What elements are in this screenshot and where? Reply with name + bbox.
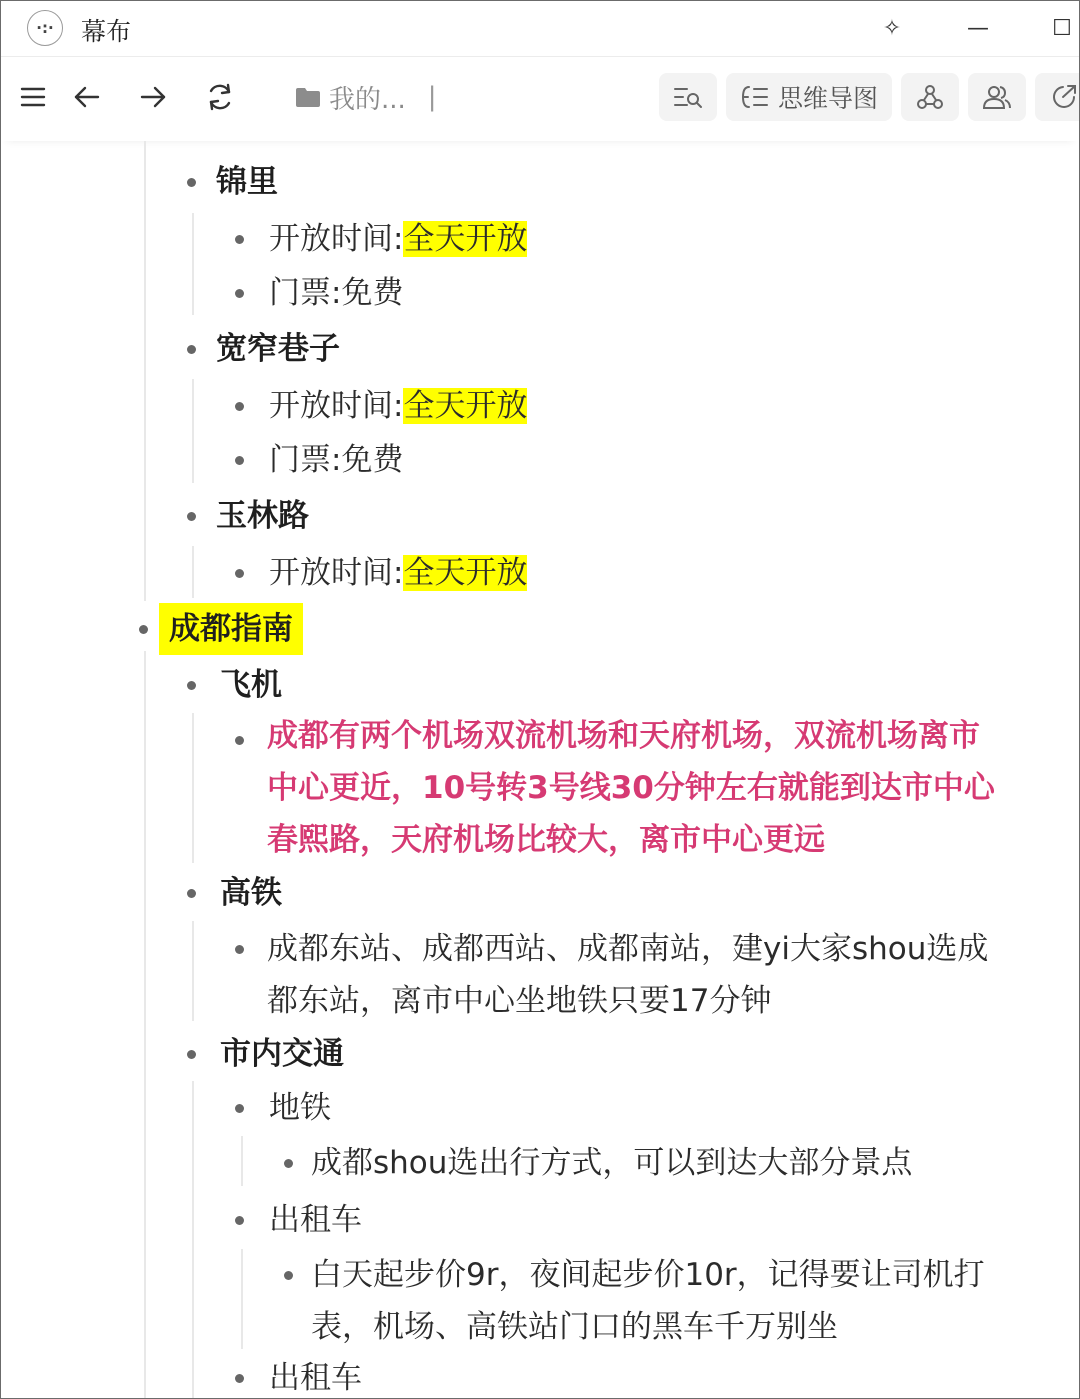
search-outline-button[interactable] <box>659 73 717 121</box>
pin-icon[interactable]: ✧ <box>882 15 902 41</box>
bullet[interactable] <box>235 1216 244 1225</box>
breadcrumb-label: 我的... <box>329 84 406 115</box>
bullet[interactable] <box>187 1050 196 1059</box>
mindmap-button[interactable] <box>726 73 892 121</box>
toolbar <box>1 56 1079 141</box>
app-logo-icon: ·:· <box>27 10 63 46</box>
node-kuanzhai[interactable]: 宽窄巷子 <box>216 331 340 367</box>
mindmap-icon <box>740 84 770 110</box>
menu-icon[interactable] <box>11 75 55 119</box>
bullet[interactable] <box>139 625 148 634</box>
bullet[interactable] <box>235 736 244 745</box>
node-jinli[interactable]: 锦里 <box>216 164 278 200</box>
guide-line <box>241 1136 243 1186</box>
open-label: 开放时间: <box>269 555 404 591</box>
maximize-button[interactable]: ☐ <box>1052 15 1072 41</box>
bullet[interactable] <box>235 235 244 244</box>
export-button[interactable] <box>1035 73 1080 121</box>
users-icon <box>981 83 1013 111</box>
node-jinli-open[interactable] <box>269 213 527 265</box>
breadcrumb-separator: | <box>427 82 437 112</box>
bullet[interactable] <box>187 681 196 690</box>
node-rail[interactable]: 高铁 <box>220 875 282 911</box>
guide-line <box>192 713 194 863</box>
guide-line <box>192 379 194 483</box>
node-plane[interactable]: 飞机 <box>220 667 282 703</box>
node-taxi-line-1[interactable]: 白天起步价9r，夜间起步价10r，记得要让司机打 <box>311 1257 985 1293</box>
forward-arrow-icon[interactable] <box>131 75 175 119</box>
node-kuanzhai-open[interactable] <box>269 380 527 432</box>
share-nodes-button[interactable] <box>901 73 959 121</box>
open-value: 全天开放 <box>403 388 528 424</box>
node-rail-line-2[interactable]: 都东站，离市中心坐地铁只要17分钟 <box>267 983 772 1019</box>
bullet[interactable] <box>235 289 244 298</box>
bullet[interactable] <box>284 1271 293 1280</box>
breadcrumb[interactable] <box>295 77 437 117</box>
bullet[interactable] <box>235 402 244 411</box>
bullet[interactable] <box>235 1374 244 1383</box>
bullet[interactable] <box>235 569 244 578</box>
export-icon <box>1049 83 1079 111</box>
guide-line <box>144 141 146 601</box>
bullet[interactable] <box>235 945 244 954</box>
guide-line <box>241 1249 243 1349</box>
outline-content <box>1 141 1079 1398</box>
node-metro-detail[interactable]: 成都shou选出行方式，可以到达大部分景点 <box>311 1145 913 1181</box>
node-yulin[interactable]: 玉林路 <box>216 498 309 534</box>
outline-search-icon <box>673 84 703 110</box>
node-taxi-line-2[interactable]: 表，机场、高铁站门口的黑车千万别坐 <box>311 1309 838 1345</box>
open-label: 开放时间: <box>269 388 404 424</box>
open-value: 全天开放 <box>403 555 528 591</box>
bullet[interactable] <box>284 1159 293 1168</box>
bullet[interactable] <box>187 512 196 521</box>
collaborate-button[interactable] <box>968 73 1026 121</box>
node-plane-line-2[interactable]: 中心更近，10号转3号线30分钟左右就能到达市中心 <box>267 770 995 806</box>
guide-line <box>144 651 146 1398</box>
node-jinli-ticket[interactable]: 门票:免费 <box>269 275 404 311</box>
node-metro[interactable]: 地铁 <box>269 1090 331 1126</box>
folder-icon <box>295 86 321 108</box>
bullet[interactable] <box>187 178 196 187</box>
title-bar <box>1 1 1079 55</box>
bullet[interactable] <box>187 889 196 898</box>
back-arrow-icon[interactable] <box>65 75 109 119</box>
mindmap-label: 思维导图 <box>777 84 878 113</box>
node-chengdu-guide[interactable]: 成都指南 <box>159 603 303 655</box>
guide-line <box>192 921 194 1021</box>
refresh-icon[interactable] <box>198 75 242 119</box>
minimize-button[interactable]: — <box>967 15 989 41</box>
open-value: 全天开放 <box>403 221 528 257</box>
open-label: 开放时间: <box>269 221 404 257</box>
nodes-icon <box>915 83 945 111</box>
node-kuanzhai-ticket[interactable]: 门票:免费 <box>269 442 404 478</box>
guide-line <box>192 213 194 315</box>
node-plane-line-1[interactable]: 成都有两个机场双流机场和天府机场，双流机场离市 <box>267 718 980 754</box>
node-rail-line-1[interactable]: 成都东站、成都西站、成都南站，建yi大家shou选成 <box>267 931 989 967</box>
node-plane-line-3[interactable]: 春熙路，天府机场比较大，离市中心更远 <box>267 822 825 858</box>
node-taxi-2[interactable]: 出租车 <box>269 1360 362 1396</box>
node-yulin-open[interactable] <box>269 547 527 599</box>
guide-line <box>192 546 194 598</box>
node-transport[interactable]: 市内交通 <box>220 1036 344 1072</box>
bullet[interactable] <box>187 345 196 354</box>
bullet[interactable] <box>235 456 244 465</box>
guide-line <box>192 1081 194 1398</box>
app-title: 幕布 <box>81 17 132 46</box>
bullet[interactable] <box>235 1104 244 1113</box>
node-taxi[interactable]: 出租车 <box>269 1202 362 1238</box>
